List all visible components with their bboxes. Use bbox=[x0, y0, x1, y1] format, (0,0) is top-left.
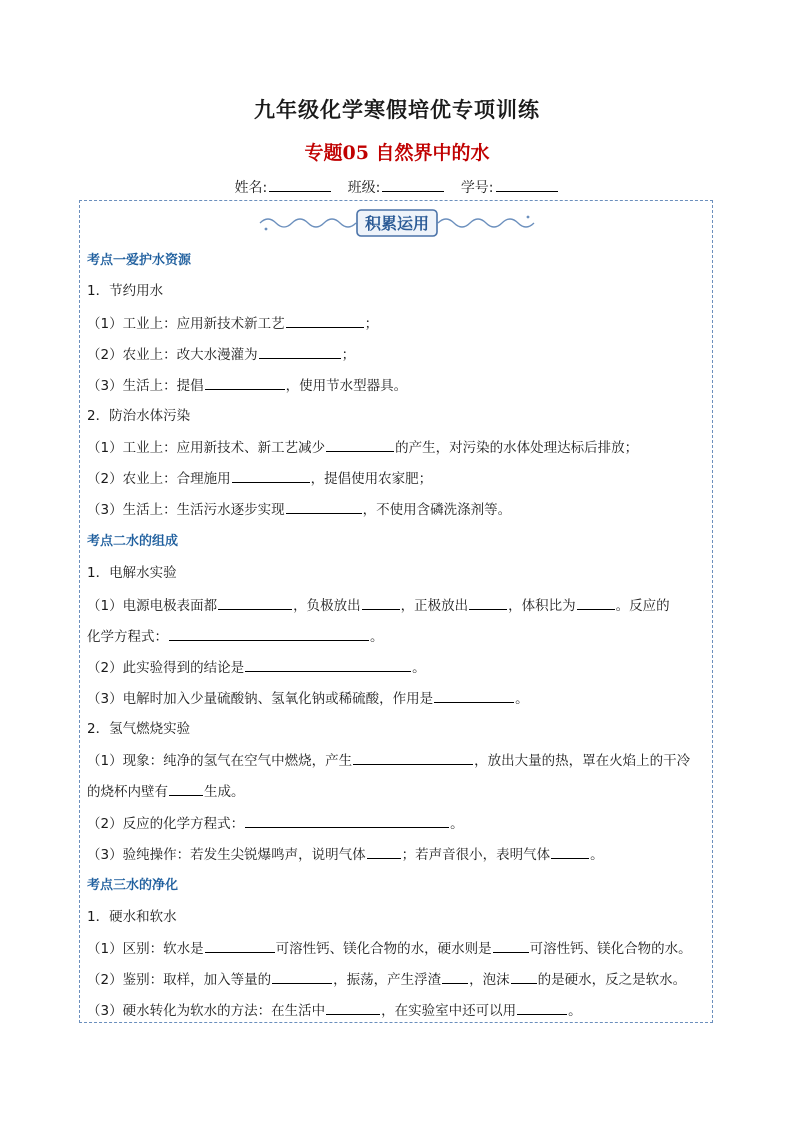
item-text: 的烧杯内壁有 生成。 bbox=[87, 784, 245, 800]
page-title: 九年级化学寒假培优专项训练 bbox=[254, 97, 540, 122]
item-text: （2）反应的化学方程式： 。 bbox=[87, 816, 464, 832]
answer-blank[interactable] bbox=[326, 1001, 380, 1015]
topic-title: 专题05 自然界中的水 bbox=[304, 142, 490, 164]
answer-blank[interactable] bbox=[442, 970, 468, 984]
name-label: 姓名: bbox=[234, 180, 268, 196]
answer-blank[interactable] bbox=[259, 345, 341, 359]
answer-blank[interactable] bbox=[232, 469, 310, 483]
item-text: 2．氢气燃烧实验 bbox=[87, 721, 191, 737]
answer-blank[interactable] bbox=[286, 314, 364, 328]
answer-blank[interactable] bbox=[205, 939, 275, 953]
answer-blank[interactable] bbox=[169, 782, 203, 796]
item-text: 化学方程式： 。 bbox=[87, 629, 384, 645]
section-heading-3: 考点三水的净化 bbox=[87, 878, 179, 893]
item-text: （2）农业上：合理施用 ，提倡使用农家肥； bbox=[87, 471, 433, 487]
item-text: 1．节约用水 bbox=[87, 283, 164, 299]
banner-text: 积累运用 bbox=[364, 214, 430, 233]
answer-blank[interactable] bbox=[362, 596, 400, 610]
answer-blank[interactable] bbox=[577, 596, 615, 610]
answer-blank[interactable] bbox=[551, 845, 589, 859]
answer-blank[interactable] bbox=[367, 845, 401, 859]
answer-blank[interactable] bbox=[434, 689, 514, 703]
name-blank[interactable] bbox=[269, 177, 331, 192]
answer-blank[interactable] bbox=[517, 1001, 567, 1015]
item-text: （3）电解时加入少量硫酸钠、氢氧化钠或稀硫酸，作用是 。 bbox=[87, 691, 529, 707]
answer-blank[interactable] bbox=[493, 939, 529, 953]
answer-blank[interactable] bbox=[326, 438, 394, 452]
answer-blank[interactable] bbox=[286, 500, 362, 514]
item-text: （3）生活上：生活污水逐步实现 ，不使用含磷洗涤剂等。 bbox=[87, 502, 512, 518]
item-text: （1）工业上：应用新技术、新工艺减少 的产生，对污染的水体处理达标后排放； bbox=[87, 440, 639, 456]
section-banner bbox=[258, 207, 536, 239]
item-text: （1）工业上：应用新技术新工艺 ； bbox=[87, 316, 379, 332]
item-text: （1）区别：软水是 可溶性钙、镁化合物的水，硬水则是 可溶性钙、镁化合物的水。 bbox=[87, 941, 692, 957]
id-label: 学号: bbox=[460, 180, 494, 196]
class-blank[interactable] bbox=[382, 177, 444, 192]
answer-blank[interactable] bbox=[245, 658, 411, 672]
item-text: （1）现象：纯净的氢气在空气中燃烧，产生 ，放出大量的热，罩在火焰上的干冷 bbox=[87, 753, 691, 769]
answer-blank[interactable] bbox=[469, 596, 507, 610]
answer-blank[interactable] bbox=[511, 970, 537, 984]
item-text: （3）验纯操作：若发生尖锐爆鸣声，说明气体 ；若声音很小，表明气体 。 bbox=[87, 847, 604, 863]
banner-decoration bbox=[258, 207, 536, 239]
item-text: 2．防治水体污染 bbox=[87, 408, 191, 424]
item-text: （2）农业上：改大水漫灌为 ； bbox=[87, 347, 356, 363]
student-info-row bbox=[0, 177, 794, 197]
answer-blank[interactable] bbox=[272, 970, 332, 984]
id-blank[interactable] bbox=[496, 177, 558, 192]
section-heading-2: 考点二水的组成 bbox=[87, 534, 179, 549]
item-text: 1．电解水实验 bbox=[87, 565, 177, 581]
answer-blank[interactable] bbox=[205, 376, 285, 390]
item-text: 1．硬水和软水 bbox=[87, 909, 177, 925]
section-heading-1: 考点一爱护水资源 bbox=[87, 253, 192, 268]
item-text: （3）硬水转化为软水的方法：在生活中 ，在实验室中还可以用 。 bbox=[87, 1003, 582, 1019]
answer-blank[interactable] bbox=[218, 596, 292, 610]
item-text: （2）此实验得到的结论是 。 bbox=[87, 660, 426, 676]
class-label: 班级: bbox=[347, 180, 381, 196]
answer-blank[interactable] bbox=[169, 627, 369, 641]
answer-blank[interactable] bbox=[353, 751, 473, 765]
item-text: （1）电源电极表面都 ，负极放出 ，正极放出 ，体积比为 。反应的 bbox=[87, 598, 670, 614]
item-text: （2）鉴别：取样，加入等量的 ，振荡，产生浮渣 ，泡沫 的是硬水，反之是软水。 bbox=[87, 972, 687, 988]
answer-blank[interactable] bbox=[245, 814, 449, 828]
item-text: （3）生活上：提倡 ，使用节水型器具。 bbox=[87, 378, 408, 394]
